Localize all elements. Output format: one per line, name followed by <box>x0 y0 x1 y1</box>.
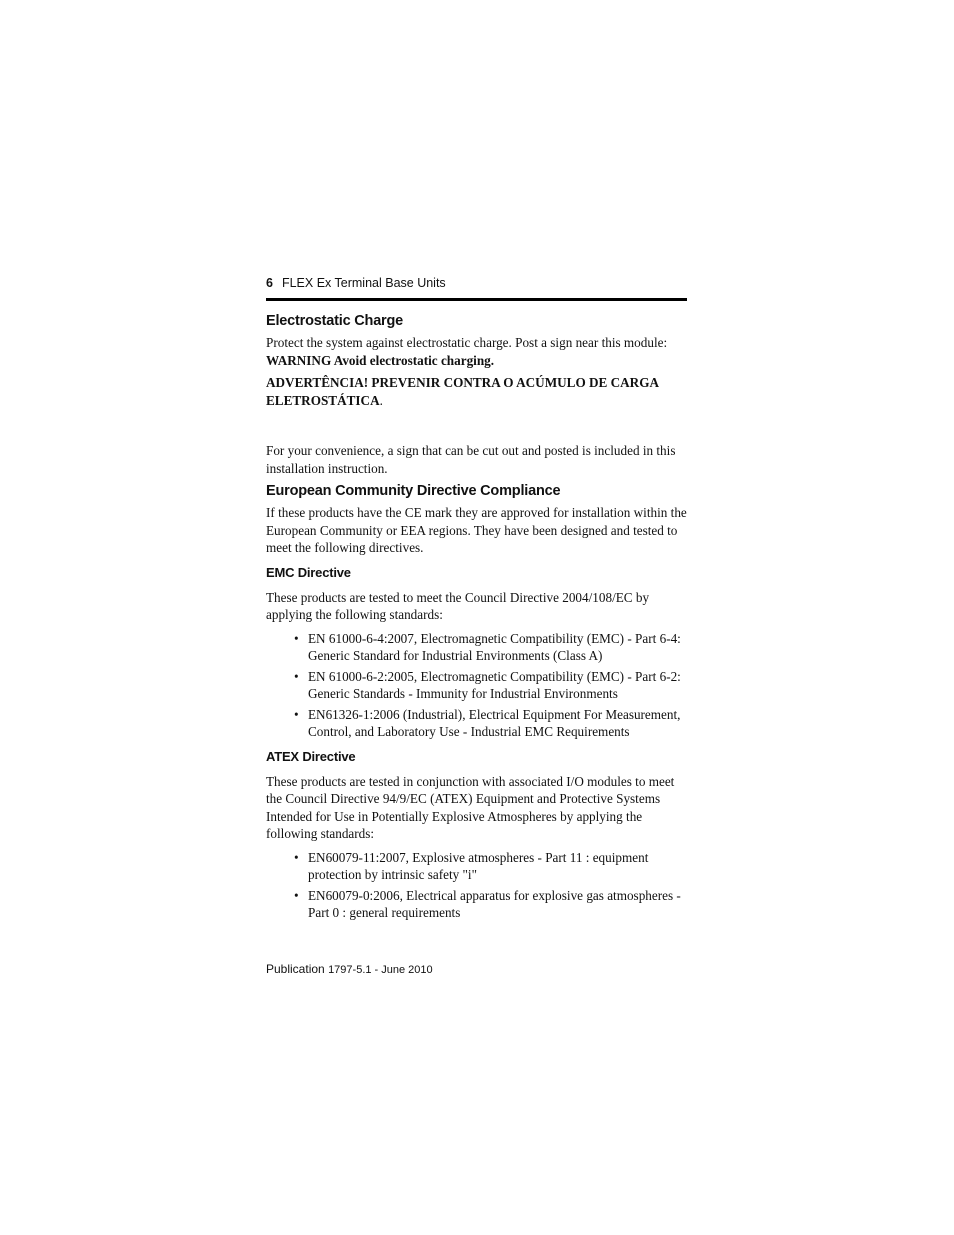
running-title: FLEX Ex Terminal Base Units <box>281 276 446 290</box>
list-item: • EN 61000-6-4:2007, Electromagnetic Compatibility (EMC) - Part 6-4: Generic Standard for Industrial Environments (Class A) <box>308 630 687 665</box>
intro-text: Protect the system against electrostatic charge. Post a sign near this module: <box>266 335 668 350</box>
footer-label: Publication <box>266 962 325 976</box>
paragraph: These products are tested to meet the Council Directive 2004/108/EC by applying the following standards: <box>266 589 650 622</box>
paragraph: These products are tested in conjunction with associated I/O modules to meet the Council Directive 94/9/EC (ATEX) Equipment and Protective Systems Intended for Use in Potentially Explosive Atmospheres by applying the following standards: <box>266 773 675 841</box>
page-number: 6 <box>266 276 273 290</box>
section-heading: European Community Directive Compliance <box>266 483 561 499</box>
standards-list <box>266 630 687 741</box>
subsection-heading: EMC Directive <box>266 564 351 580</box>
section-heading: Electrostatic Charge <box>266 313 404 329</box>
warning-portuguese-paragraph <box>266 374 687 409</box>
header-rule <box>266 298 687 301</box>
section-emc-directive <box>266 565 687 741</box>
page-header <box>266 276 687 290</box>
list-item: • EN61326-1:2006 (Industrial), Electrical Equipment For Measurement, Control, and Laboratory Use - Industrial EMC Requirements <box>308 706 687 741</box>
paragraph: For your convenience, a sign that can be cut out and posted is included in this installation instruction. <box>266 443 676 476</box>
publication-number: 1797-5.1 - June 2010 <box>328 964 433 976</box>
list-item: • EN60079-0:2006, Electrical apparatus for explosive gas atmospheres - Part 0 : general requirements <box>308 887 687 922</box>
list-item: • EN 61000-6-2:2005, Electromagnetic Compatibility (EMC) - Part 6-2: Generic Standards - Immunity for Industrial Environments <box>308 668 687 703</box>
section-atex-directive <box>266 749 687 922</box>
page-footer <box>266 962 433 976</box>
paragraph: If these products have the CE mark they are approved for installation within the European Community or EEA regions. They have been designed and tested to meet the following directives. <box>266 505 687 555</box>
subsection-heading: ATEX Directive <box>266 748 356 764</box>
page-content <box>266 313 687 930</box>
standards-list <box>266 849 687 922</box>
paragraph <box>266 334 687 369</box>
section-electrostatic-charge <box>266 313 687 477</box>
warning-portuguese: ADVERTÊNCIA! PREVENIR CONTRA O ACÚMULO DE CARGA ELETROSTÁTICA <box>266 375 659 408</box>
list-item: • EN60079-11:2007, Explosive atmospheres - Part 11 : equipment protection by intrinsic safety "i" <box>308 849 687 884</box>
section-european-compliance <box>266 483 687 557</box>
warning-period: . <box>379 392 383 408</box>
warning-english: WARNING Avoid electrostatic charging. <box>266 352 495 368</box>
